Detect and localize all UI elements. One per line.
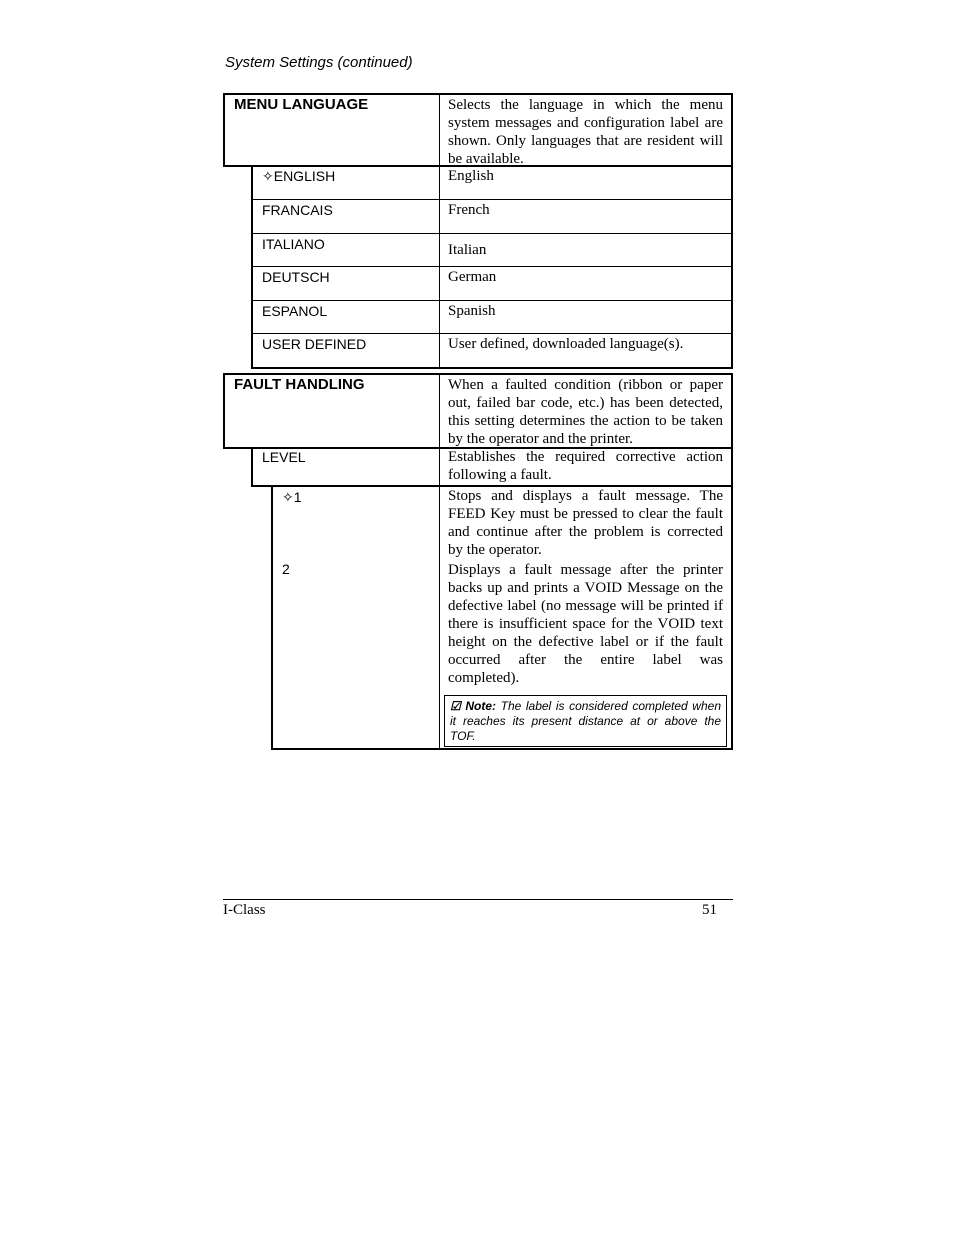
language-option-desc: English xyxy=(448,168,494,184)
note-box xyxy=(444,695,727,747)
footer-product: I-Class xyxy=(223,902,266,918)
note-label: ☑ Note: xyxy=(450,699,497,713)
menu-language-table xyxy=(223,93,733,369)
fault-handling-title: FAULT HANDLING xyxy=(225,375,440,447)
language-option-name: ESPANOL xyxy=(253,301,440,333)
language-option-name: ITALIANO xyxy=(253,234,440,266)
level-description: Establishes the required corrective action following a fault. xyxy=(448,449,723,483)
level-row xyxy=(251,448,733,487)
language-option-name: ✧ENGLISH xyxy=(253,166,440,199)
language-option-row xyxy=(251,301,733,334)
level-values-row xyxy=(271,487,733,750)
language-option-row xyxy=(251,234,733,267)
language-option-name: FRANCAIS xyxy=(253,200,440,233)
level-values-descriptions xyxy=(440,487,731,748)
language-option-name: USER DEFINED xyxy=(253,334,440,367)
fault-handling-row xyxy=(223,373,733,449)
language-option-row xyxy=(251,166,733,200)
language-option-name: DEUTSCH xyxy=(253,267,440,300)
note-text: The label is considered completed when it reaches its present distance at or above the TOF. xyxy=(450,699,721,743)
language-option-desc: German xyxy=(448,269,497,285)
language-option-row xyxy=(251,200,733,234)
language-option-row xyxy=(251,334,733,369)
language-option-desc: User defined, downloaded language(s). xyxy=(448,336,684,352)
level-value-2-desc: Displays a fault message after the printer backs up and prints a VOID Message on the defective label (no message will be printed if there is insufficient space for the VOID text height on the defective label or if the fault occurred after the entire label was completed). xyxy=(448,562,723,686)
level-name: LEVEL xyxy=(253,448,440,485)
level-values-names xyxy=(273,487,440,748)
fault-handling-description: When a faulted condition (ribbon or paper out, failed bar code, etc.) has been detected, this setting determines the action to be taken by the operator and the printer. xyxy=(448,377,723,447)
level-value-1-desc: Stops and displays a fault message. The FEED Key must be pressed to clear the fault and continue after the problem is corrected by the operator. xyxy=(448,488,723,558)
menu-language-row xyxy=(223,93,733,167)
page-number: 51 xyxy=(702,902,717,918)
level-value-2-name: 2 xyxy=(282,561,290,577)
menu-language-description: Selects the language in which the menu system messages and configuration label are shown. Only languages that are resident will be available. xyxy=(448,97,723,167)
footer-divider xyxy=(223,899,733,900)
menu-language-title: MENU LANGUAGE xyxy=(225,95,440,165)
language-option-desc: Spanish xyxy=(448,303,496,319)
page-header: System Settings (continued) xyxy=(225,54,413,71)
language-option-desc: Italian xyxy=(448,242,487,258)
language-option-desc: French xyxy=(448,202,490,218)
fault-handling-table xyxy=(223,373,733,750)
level-value-1-name: ✧1 xyxy=(282,489,302,505)
language-option-row xyxy=(251,267,733,301)
